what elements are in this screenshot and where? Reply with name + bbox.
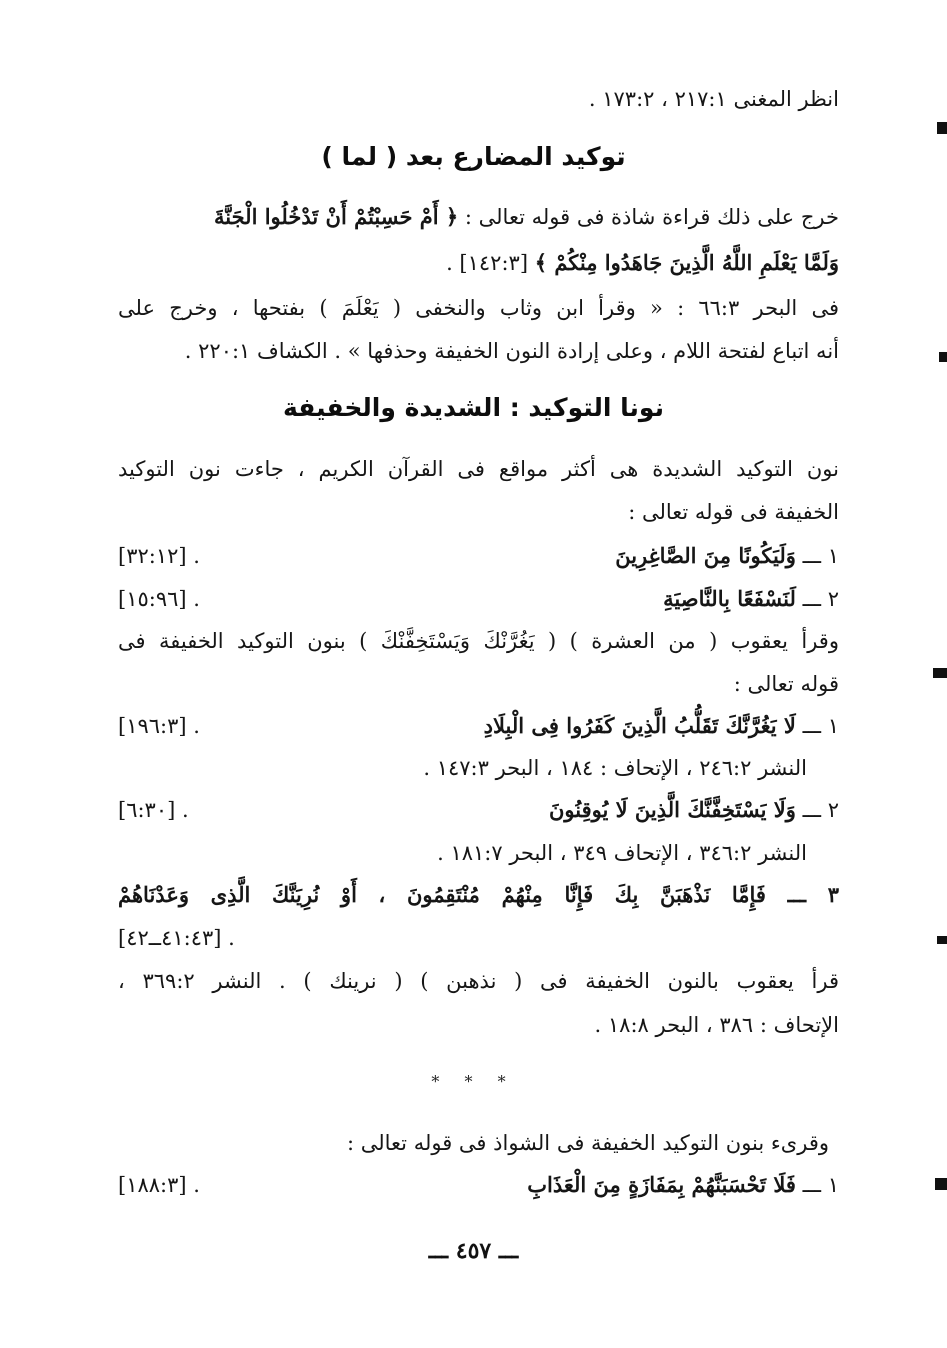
item-number: ٢ ـــ: [802, 798, 839, 822]
scan-mark: [937, 936, 947, 944]
quran-verse: ﴿ أَمْ حَسِبْتُمْ أَنْ تَدْخُلُوا الْجَنَّةَ: [214, 204, 459, 229]
paragraph-line: [214, 202, 839, 232]
paragraph-line: وقرىء بنون التوكيد الخفيفة فى الشواذ فى قوله تعالى :: [347, 1131, 829, 1155]
verse-item: [484, 711, 839, 741]
scan-mark: [939, 352, 947, 362]
verse-reference: [٦:٣٠] .: [118, 798, 189, 822]
paragraph-line: الإتحاف : ٣٨٦ ، البحر ١٨:٨ .: [594, 1013, 839, 1037]
quran-verse: وَلَمَّا يَعْلَمِ اللَّهُ الَّذِينَ جَاهَدُوا مِنْكُمْ ﴾: [534, 250, 839, 275]
verse-reference: [١٤٢:٣] .: [446, 251, 529, 275]
verse-item: [549, 795, 839, 825]
reference-line: انظر المغنى ٢١٧:١ ، ١٧٣:٢ .: [588, 87, 839, 111]
quran-verse: وَلَا يَسْتَخِفَّنَّكَ الَّذِينَ لَا يُوقِنُونَ: [548, 797, 796, 822]
scan-mark: [935, 1178, 947, 1190]
verse-item: ٣ ـــ فَإِمَّا نَذْهَبَنَّ بِكَ فَإِنَّا مِنْهُمْ مُنْتَقِمُونَ ، أَوْ نُرِيَنَّكَ الَّذِى وَعَدْنَاهُمْ: [118, 882, 839, 907]
paragraph-line: قرأ يعقوب بالنون الخفيفة فى ( نذهبن ) ( نرينك ) . النشر ٣٦٩:٢ ،: [118, 969, 840, 993]
verse-item: [615, 541, 839, 571]
paragraph-line: وقرأ يعقوب ( من العشرة ) ( يَغُرَّنْكَ وَيَسْتَخِفَّنْكَ ) بنون التوكيد الخفيفة فى: [118, 629, 839, 653]
paragraph-text: خرج على ذلك قراءة شاذة فى قوله تعالى :: [464, 205, 839, 229]
verse-item: [663, 584, 839, 614]
section-heading-nun: نونا التوكيد : الشديدة والخفيفة: [283, 393, 664, 422]
verse-reference: [١٨٨:٣] .: [118, 1173, 200, 1197]
page-number: ـــ ٤٥٧ ـــ: [428, 1238, 519, 1264]
quran-verse: وَلَيَكُونًا مِنَ الصَّاغِرِينَ: [615, 543, 796, 568]
verse-reference: [١٥:٩٦] .: [118, 587, 200, 611]
scan-mark: [933, 668, 947, 678]
scan-mark: [937, 122, 947, 134]
item-number: ١ ـــ: [802, 1173, 839, 1197]
verse-reference: [٣٢:١٢] .: [118, 544, 200, 568]
quran-verse: لَنَسْفَعًا بِالنَّاصِيَةِ: [663, 586, 796, 611]
quran-verse: لَا يَغُرَّنَّكَ تَقَلُّبُ الَّذِينَ كَفَرُوا فِى الْبِلَادِ: [483, 713, 796, 738]
source-note: النشر ٣٤٦:٢ ، الإتحاف ٣٤٩ ، البحر ١٨١:٧ .: [437, 841, 807, 865]
item-number: ١ ـــ: [802, 544, 839, 568]
verse-reference: [٤١:٤٣ــ٤٢] .: [118, 926, 235, 950]
verse-item: [527, 1170, 839, 1200]
source-note: النشر ٢٤٦:٢ ، الإتحاف : ١٨٤ ، البحر ١٤٧:٣ .: [423, 756, 807, 780]
section-separator: * * *: [431, 1072, 516, 1091]
paragraph-line: أنه اتباع لفتحة اللام ، وعلى إرادة النون الخفيفة وحذفها » . الكشاف ٢٢٠:١ .: [184, 339, 839, 363]
item-number: ٢ ـــ: [802, 587, 839, 611]
verse-reference: [١٩٦:٣] .: [118, 714, 200, 738]
paragraph-line: الخفيفة فى قوله تعالى :: [628, 500, 839, 524]
quran-verse: فَلَا تَحْسَبَنَّهُمْ بِمَفَازَةٍ مِنَ الْعَذَابِ: [527, 1172, 796, 1197]
section-heading-lamma: توكيد المضارع بعد ( لما ): [321, 142, 626, 171]
item-number: ١ ـــ: [802, 714, 839, 738]
paragraph-line: [446, 248, 839, 278]
paragraph-line: نون التوكيد الشديدة هى أكثر مواقع فى القرآن الكريم ، جاءت نون التوكيد: [118, 457, 839, 481]
paragraph-line: فى البحر ٦٦:٣ : « وقرأ ابن وثاب والنخفى ( يَعْلَمَ ) بفتحها ، وخرج على: [118, 296, 839, 320]
paragraph-line: قوله تعالى :: [733, 672, 839, 696]
